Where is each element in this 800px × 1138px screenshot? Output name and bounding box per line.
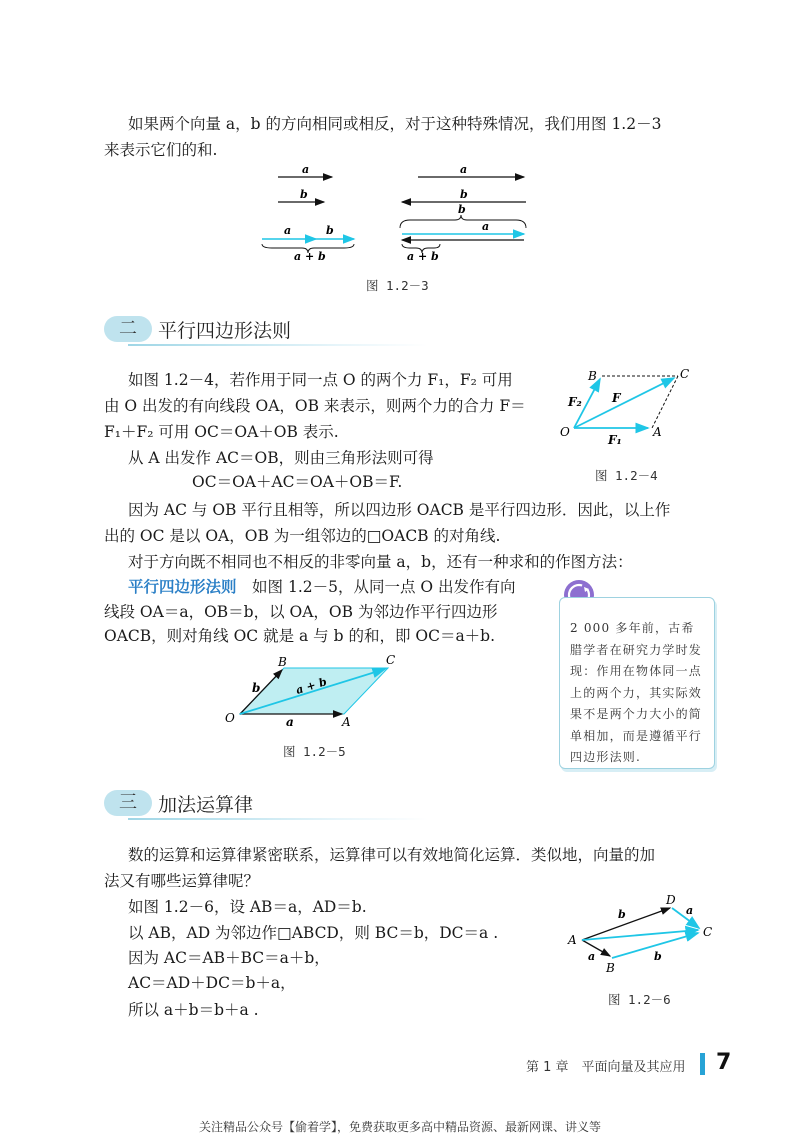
- s2-rule-line: [128, 575, 516, 599]
- figure-1-2-3: [250, 160, 550, 270]
- s2-p5: OC＝OA＋AC＝OA＋OB＝F.: [192, 473, 403, 491]
- s3-p1: 数的运算和运算律紧密联系，运算律可以有效地简化运算．类似地，向量的加: [128, 846, 656, 864]
- s2-p2: 由 O 出发的有向线段 OA，OB 来表示，则两个力的合力 F＝: [104, 397, 526, 415]
- label-b: b: [654, 950, 662, 963]
- s3-p6: AC＝AD＋DC＝b＋a，: [128, 974, 296, 992]
- label-b: b: [300, 188, 308, 201]
- s2-p11: OACB，则对角线 OC 就是 a 与 b 的和，即 OC＝a＋b.: [104, 627, 496, 645]
- s3-p4: 以 AB，AD 为邻边作□ABCD，则 BC＝b，DC＝a .: [128, 924, 499, 942]
- point-B: B: [588, 369, 597, 383]
- label-a: a: [284, 224, 292, 237]
- chapter-footer: 第 1 章 平面向量及其应用: [526, 1060, 686, 1075]
- figure-1-2-5: [220, 650, 410, 732]
- point-A: A: [653, 425, 662, 439]
- vector-F: [574, 378, 674, 428]
- figure-1-2-6-caption: 图 1.2－6: [608, 992, 671, 1007]
- point-C: C: [680, 367, 690, 381]
- label-F2: F₂: [568, 395, 582, 409]
- label-sum: a + b: [407, 250, 439, 263]
- rule-term: 平行四边形法则: [128, 578, 237, 596]
- label-b: b: [458, 203, 466, 216]
- label-a: a: [686, 904, 694, 917]
- bottom-promo-line: 关注精品公众号【偷着学】，免费获取更多高中精品资源、最新网课、讲义等: [198, 1120, 601, 1134]
- page-number: 7: [716, 1050, 732, 1075]
- point-A: A: [568, 933, 577, 947]
- s2-p8: 对于方向既不相同也不相反的非零向量 a，b，还有一种求和的作图方法：: [128, 553, 633, 571]
- section-title: 加法运算律: [158, 794, 254, 816]
- intro-line-1: 如果两个向量 a，b 的方向相同或相反，对于这种特殊情况，我们用图 1.2－3: [128, 115, 662, 133]
- section-number: 三: [104, 790, 152, 816]
- point-B: B: [606, 961, 615, 975]
- vector-AB: [582, 940, 610, 956]
- label-b: b: [618, 908, 626, 921]
- s2-p3: F₁＋F₂ 可用 OC＝OA＋OB 表示.: [104, 423, 339, 441]
- figure-1-2-4: [560, 362, 710, 452]
- s2-p1: 如图 1.2－4，若作用于同一点 O 的两个力 F₁，F₂ 可用: [128, 371, 513, 389]
- label-a: a: [588, 950, 596, 963]
- s2-p6: 因为 AC 与 OB 平行且相等，所以四边形 OACB 是平行四边形．因此，以上作: [128, 501, 671, 519]
- s2-p7: 出的 OC 是以 OA，OB 为一组邻边的□OACB 的对角线.: [104, 527, 501, 545]
- section-divider: [128, 818, 428, 820]
- point-C: C: [386, 653, 396, 667]
- point-C: C: [703, 925, 713, 939]
- s2-p10: 线段 OA＝a，OB＝b，以 OA，OB 为邻边作平行四边形: [104, 603, 498, 621]
- label-sum: a + b: [294, 675, 329, 697]
- point-A: A: [342, 715, 351, 729]
- point-D: D: [666, 893, 676, 907]
- figure-1-2-6: [562, 888, 722, 978]
- label-b: b: [252, 681, 261, 695]
- section-number: 二: [104, 316, 152, 342]
- section-title: 平行四边形法则: [158, 320, 292, 342]
- figure-1-2-4-caption: 图 1.2－4: [595, 468, 658, 483]
- label-F1: F₁: [608, 433, 622, 447]
- section-divider: [128, 344, 428, 346]
- label-F: F: [612, 391, 621, 405]
- label-a: a: [460, 163, 468, 176]
- s3-p5: 因为 AC＝AB＋BC＝a＋b，: [128, 949, 330, 967]
- s3-p7: 所以 a＋b＝b＋a .: [128, 1001, 259, 1019]
- label-b: b: [326, 224, 334, 237]
- figure-1-2-3-caption: 图 1.2－3: [366, 278, 429, 293]
- history-note-text: 2 000 多年前，古希腊学者在研究力学时发现：作用在物体同一点上的两个力，其实际效果不是两个力大小的简单相加，而是遵循平行四边形法则.: [570, 621, 703, 764]
- point-B: B: [278, 655, 287, 669]
- s3-p3: 如图 1.2－6，设 AB＝a，AD＝b.: [128, 898, 367, 916]
- point-O: O: [225, 711, 235, 725]
- figure-1-2-5-caption: 图 1.2－5: [283, 744, 346, 759]
- label-a: a: [286, 715, 294, 729]
- label-b: b: [460, 188, 468, 201]
- vector-AD: [582, 908, 670, 940]
- footer-accent-bar: [700, 1053, 705, 1075]
- label-sum: a + b: [294, 250, 326, 263]
- label-a: a: [482, 220, 490, 233]
- label-a: a: [302, 163, 310, 176]
- s2-p9: 如图 1.2－5，从同一点 O 出发作有向: [252, 578, 516, 596]
- s3-p2: 法又有哪些运算律呢？: [104, 872, 260, 890]
- point-O: O: [560, 425, 570, 439]
- s2-p4: 从 A 出发作 AC＝OB，则由三角形法则可得: [128, 449, 434, 467]
- intro-line-2: 来表示它们的和.: [104, 141, 218, 159]
